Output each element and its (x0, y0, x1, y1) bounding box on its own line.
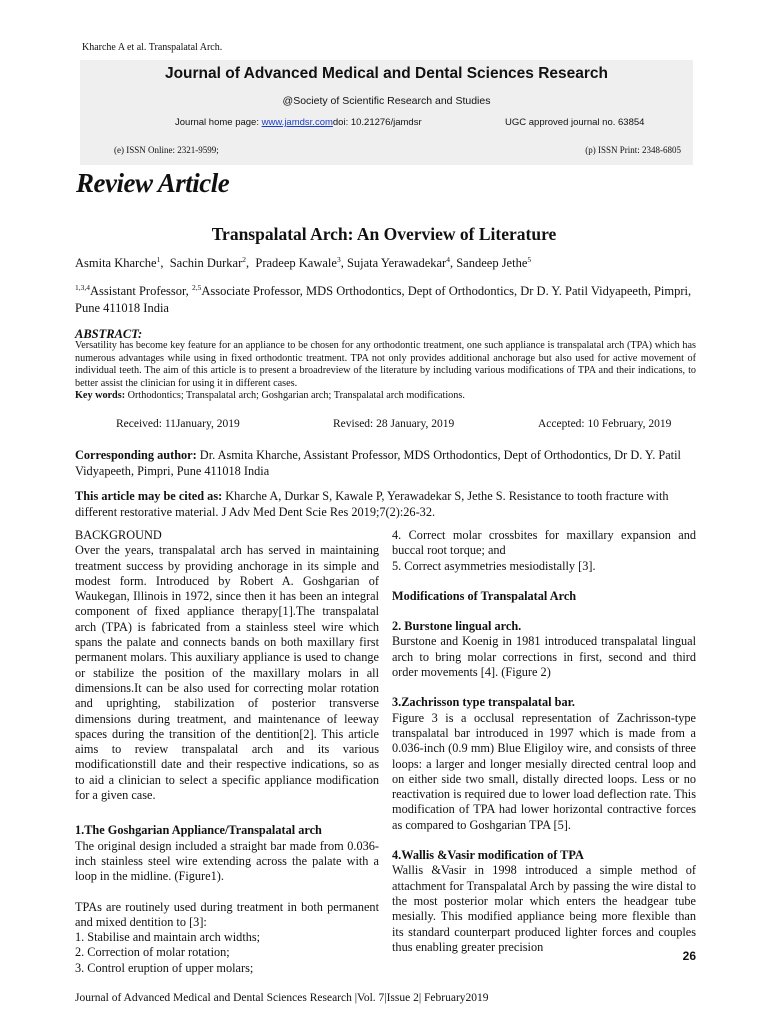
affil-sup-2: 2,5 (191, 282, 202, 292)
article-type: Review Article (76, 168, 230, 198)
corresponding-label: Corresponding author: (75, 448, 197, 462)
author-affil-sup: 4 (446, 254, 450, 264)
zachrisson-text: Figure 3 is a occlusal representation of Zachrisson-type transpalatal bar introduced in 1997 which is made from a 0.036-inch (0.9 mm) Blue Eligiloy wire, and consists of three loops: a larger and longer mesially directed central loop and on either side two small, distally directed loops. Less or no reactivation is required due to lower load deflection rate. This modification of TPA had lower horizontal contractive forces as compared to Goshgarian TPA [5]. (392, 710, 696, 832)
journal-title: Journal of Advanced Medical and Dental Sciences Research (164, 65, 609, 82)
burstone-text: Burstone and Koenig in 1981 introduced transpalatal lingual arch to bring molar corrections in first, second and third order movements [4]. (Figure 2) (392, 634, 696, 680)
author-affil-sup: 5 (527, 254, 532, 264)
affil-text-2: Associate Professor, MDS Orthodontics, Dept of Orthodontics, Dr D. Y. Patil Vidyapeeth, Pimpri, Pune 411018 India (75, 284, 692, 315)
author-name: Sujata Yerawadekar (346, 256, 447, 270)
issn-print: (p) ISSN Print: 2348-6805 (585, 145, 681, 155)
running-head: Kharche A et al. Transpalatal Arch. (82, 42, 223, 53)
section-heading-zachrisson: 3.Zachrisson type transpalatal bar. (392, 695, 575, 710)
journal-masthead (80, 60, 693, 165)
list-item: 1. Stabilise and maintain arch widths; (75, 930, 261, 945)
section-heading-wallis: 4.Wallis &Vasir modification of TPA (392, 848, 584, 863)
author-name: Pradeep Kawale (255, 256, 337, 270)
list-item: 4. Correct molar crossbites for maxillary expansion and buccal root torque; and (392, 528, 696, 558)
accepted-date: Accepted: 10 February, 2019 (538, 418, 672, 430)
tpa-uses-intro: TPAs are routinely used during treatment in both permanent and mixed dentition to [3]: (75, 899, 379, 929)
background-text: Over the years, transpalatal arch has served in maintaining treatment success by providing anchorage in its simple and modest form. Introduced by Robert A. Goshgarian of Waukegan, Illinois in 1972, since then it has been an integral component of fixed appliance therapy[1].The transpalatal arch (TPA) is fabricated from a stainless steel wire which spans the palate and connects bands on both maxillary first permanent molars. This auxiliary appliance is used to change or stabilize the position of the maxillary molars in all dimensions.It can be also used for correcting molar rotation and uprighting, stabilization of posterior transverse dimensions during treatment, and maintenance of leeway spaces during the transition of the dentition[2]. This article aims to review transpalatal arch and its various modificationstill date and their respective indications, so as to aid a clinician to select a specific appliance modification for a given case. (75, 543, 379, 803)
left-column (75, 528, 379, 976)
author-affil-sup: 1 (156, 254, 161, 264)
journal-homepage (175, 117, 422, 128)
section-heading-modifications: Modifications of Transpalatal Arch (392, 588, 577, 603)
author-affil-sup: 3 (336, 254, 341, 264)
abstract-heading: ABSTRACT: (75, 327, 143, 341)
section-heading-burstone: 2. Burstone lingual arch. (392, 619, 522, 634)
author-list: Asmita Kharche$^1$, Sachin Durkar$^2$, Pradeep Kawale$^3$, Sujata Yerawadekar$^4$, Sandeep Jethe$^5$ (75, 254, 532, 270)
page-number: 26 (682, 949, 696, 963)
abstract-body (75, 340, 696, 403)
list-item: 5. Correct asymmetries mesiodistally [3]. (392, 558, 596, 573)
author-name: Sachin Durkar (169, 256, 243, 270)
corresponding-author (75, 447, 696, 479)
author-name: Sandeep Jethe (456, 256, 528, 270)
article-title: Transpalatal Arch: An Overview of Literature (211, 224, 557, 244)
section-heading-goshgarian: 1.The Goshgarian Appliance/Transpalatal arch (75, 823, 322, 838)
issn-online: (e) ISSN Online: 2321-9599; (114, 145, 219, 155)
page-footer: Journal of Advanced Medical and Dental Sciences Research |Vol. 7|Issue 2| February2019 (75, 992, 489, 1004)
ugc-approval: UGC approved journal no. 63854 (505, 117, 645, 128)
keywords: Orthodontics; Transpalatal arch; Goshgarian arch; Transpalatal arch modifications. (125, 390, 465, 402)
author-name: Asmita Kharche (75, 256, 157, 270)
received-date: Received: 11January, 2019 (116, 418, 240, 430)
homepage-link[interactable]: www.jamdsr.com (261, 117, 333, 128)
doi: doi: 10.21276/jamdsr (332, 117, 422, 128)
affil-text-1: Assistant Professor, (90, 284, 192, 298)
section-heading-background: BACKGROUND (75, 528, 162, 542)
keywords-label: Key words: (75, 390, 126, 402)
citation-text: Kharche A, Durkar S, Kawale P, Yerawadekar S, Jethe S. Resistance to tooth fracture with different restorative material. J Adv Med Dent Scie Res 2019;7(2):26-32. (75, 489, 669, 519)
affil-sup-1: 1,3,4 (75, 282, 90, 292)
citation-label: This article may be cited as: (75, 489, 223, 503)
citation (75, 488, 696, 520)
homepage-label: Journal home page: (175, 117, 262, 128)
goshgarian-text: The original design included a straight bar made from 0.036-inch stainless steel wire extending across the palate with a loop in the midline. (Figure1). (75, 838, 379, 884)
society-line: @Society of Scientific Research and Studies (282, 95, 491, 107)
corresponding-text: Dr. Asmita Kharche, Assistant Professor, MDS Orthodontics, Dept of Orthodontics, Dr D. Y. Patil Vidyapeeth, Pimpri, Pune 411018 India (75, 448, 681, 478)
wallis-text: Wallis &Vasir in 1998 introduced a simple method of attachment for Transpalatal Arch by passing the wire distal to the most posterior molar which enters the headgear tube mesially. This modified appliance being more flexible than its standard counterpart produced lighter forces and couples thus enabling greater precision (392, 863, 696, 954)
right-column (392, 528, 696, 955)
author-affil-sup: 2 (242, 254, 246, 264)
affiliation (75, 283, 695, 316)
abstract-text: Versatility has become key feature for an appliance to be chosen for any orthodontic treatment, one such appliance is transpalatal arch (TPA) which has numerous advantages while using in fixed orthodontic treatment. TPA not only provides additional anchorage but also used for active movement of individual teeth. The aim of this article is to present a broadreview of the literature by including various modifications of TPA and their indications, to better assist the clinician for using it in different cases. (75, 340, 696, 389)
revised-date: Revised: 28 January, 2019 (333, 418, 455, 430)
list-item: 3. Control eruption of upper molars; (75, 960, 254, 975)
list-item: 2. Correction of molar rotation; (75, 945, 230, 960)
